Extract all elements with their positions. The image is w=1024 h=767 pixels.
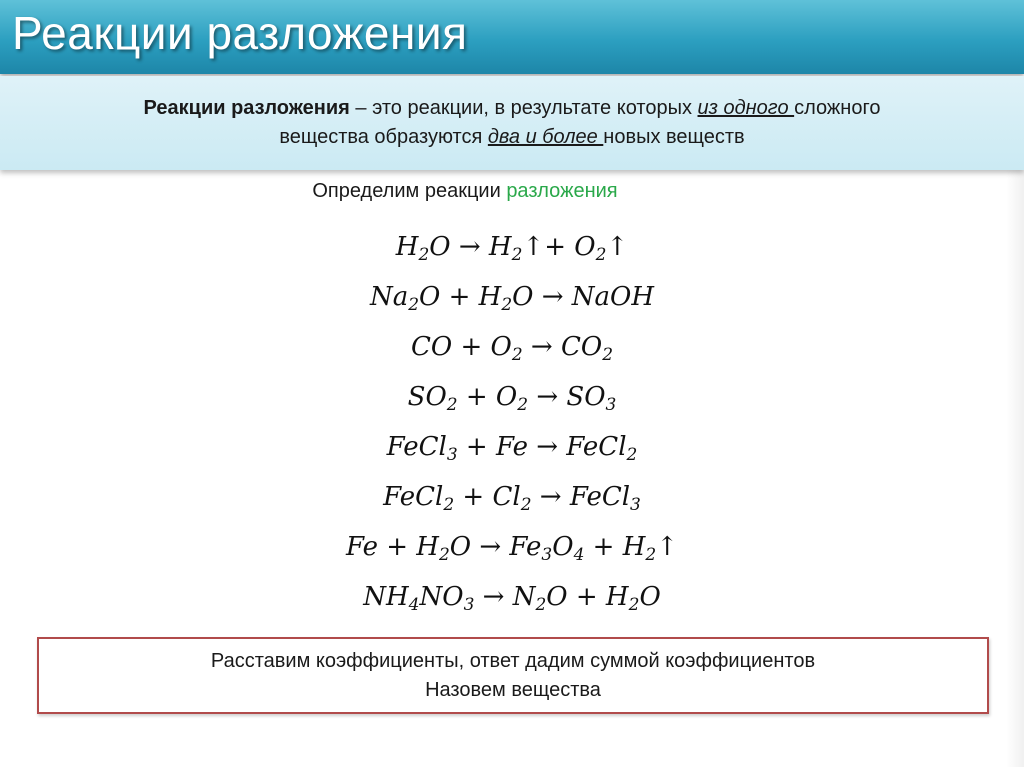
equation-text: + Fe → FeCl [457,432,627,462]
equation-text: FeCl [383,482,444,512]
equation-subscript: 2 [645,545,657,565]
equation-subscript: 2 [501,295,513,315]
equation-text: O → Fe [449,532,542,562]
equation-3 [0,322,1024,372]
equation-subscript: 3 [463,595,475,615]
equation-text: → CO [522,332,603,362]
equation-subscript: 3 [605,395,617,415]
equation-subscript: 4 [573,545,585,565]
equation-text: O → H [429,232,512,262]
slide-title: Реакции разложения [12,7,468,59]
definition-box [0,76,1024,170]
definition-emphasis-2: два и более [487,126,604,148]
equation-subscript: 3 [541,545,553,565]
equation-text: FeCl [386,432,447,462]
definition-part-1: – это реакции, в результате которых [349,97,698,119]
equation-5 [0,422,1024,472]
equation-list [0,222,1024,622]
definition-part-2: сложного [794,97,881,119]
equation-8 [0,572,1024,622]
equation-text: Fe + H [345,532,439,562]
equation-4 [0,372,1024,422]
equation-2 [0,272,1024,322]
equation-text: O [639,582,661,612]
equation-text: O → NaOH [512,282,655,312]
equation-text: Na [369,282,409,312]
task-line-1: Расставим коэффициенты, ответ дадим суммой коэффициентов [210,650,816,672]
equation-text: O + H [419,282,502,312]
equation-text: H [395,232,419,262]
definition-part-3: вещества образуются [279,126,488,148]
right-edge-shadow [1006,170,1024,767]
task-line-2: Назовем вещества [425,679,601,701]
equation-text: ↑+ O [522,232,596,262]
subheading-prefix: Определим реакции [312,180,507,202]
equation-subscript: 3 [630,495,641,515]
equation-subscript: 3 [446,445,458,465]
equation-subscript: 2 [438,545,450,565]
equation-7 [0,522,1024,572]
equation-subscript: 2 [511,245,523,265]
definition-part-4: новых веществ [603,126,745,148]
subheading [0,180,930,203]
title-bar [0,0,1024,74]
subheading-highlight: разложения [506,180,618,202]
equation-subscript: 2 [628,595,640,615]
equation-1 [0,222,1024,272]
equation-text: ↑ [656,532,679,562]
equation-subscript: 2 [418,245,430,265]
equation-subscript: 2 [535,595,547,615]
equation-subscript: 2 [602,345,614,365]
definition-emphasis-1: из одного [697,97,795,119]
equation-text: → N [474,582,536,612]
equation-subscript: 2 [595,245,607,265]
equation-subscript: 2 [443,495,455,515]
equation-subscript: 2 [520,495,532,515]
equation-text: O [552,532,574,562]
equation-text: + O [457,382,518,412]
equation-6 [0,472,1024,522]
definition-term: Реакции разложения [143,97,350,119]
equation-text: ↑ [606,232,629,262]
equation-text: NH [363,582,409,612]
equation-text: + H [584,532,646,562]
definition-text [30,94,994,152]
equation-text: CO + O [410,332,512,362]
equation-text: + Cl [454,482,521,512]
task-box [37,637,989,714]
equation-text: O + H [546,582,629,612]
equation-text: NO [419,582,464,612]
equation-text: SO [407,382,447,412]
equation-subscript: 2 [511,345,523,365]
equation-subscript: 2 [626,445,638,465]
equation-subscript: 2 [446,395,458,415]
equation-subscript: 4 [408,595,420,615]
equation-text: → SO [528,382,606,412]
equation-subscript: 2 [517,395,529,415]
equation-subscript: 2 [408,295,420,315]
equation-text: → FeCl [531,482,631,512]
